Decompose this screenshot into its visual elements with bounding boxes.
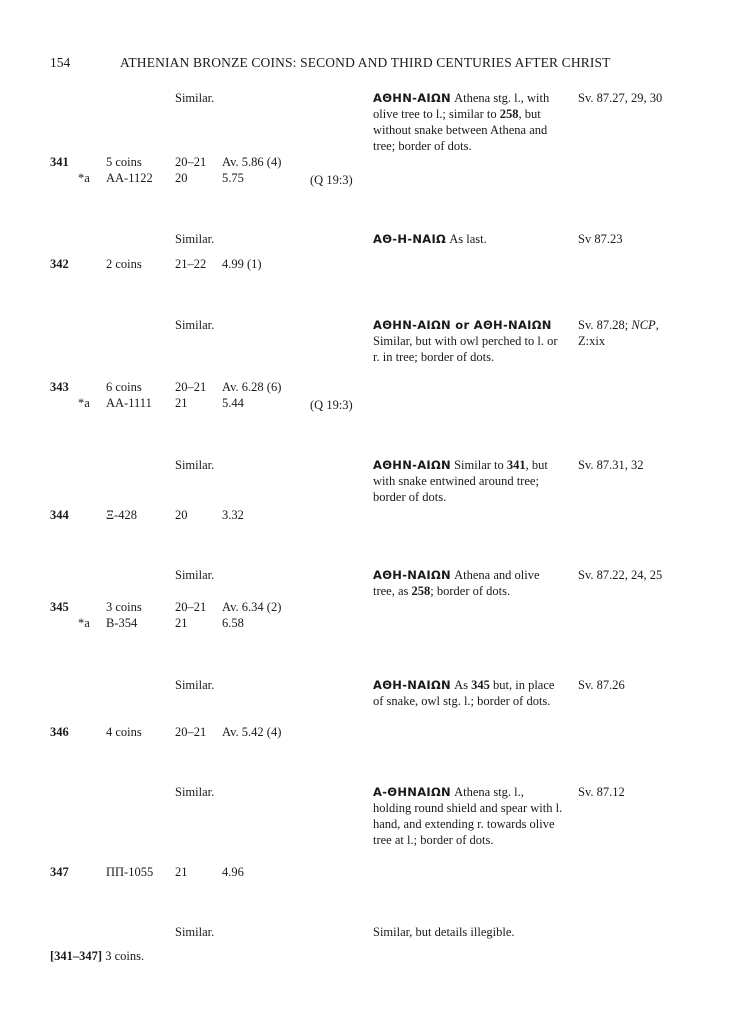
size-mm: 20 [175, 508, 188, 522]
running-title: ATHENIAN BRONZE COINS: SECOND AND THIRD CENTURIES AFTER CHRIST [120, 55, 611, 70]
size-mm: 20–21 [175, 725, 207, 739]
catalog-number: 341 [50, 155, 69, 169]
greek-legend: ΑΘΗΝ-ΑΙΩΝ or ΑΘΗ-ΝΑΙΩΝ [373, 318, 552, 332]
greek-legend: ΑΘΗ-ΝΑΙΩΝ [373, 678, 451, 692]
obverse-similar: Similar. [175, 458, 215, 472]
weight: 4.99 (1) [222, 257, 262, 271]
size-mm: 21–22 [175, 257, 207, 271]
summary-line: [341–347] 3 coins. [50, 949, 145, 963]
svoronos-ref: Sv 87.23 [578, 232, 623, 246]
specimen-weight: 5.44 [222, 396, 244, 410]
weight: 3.32 [222, 508, 244, 522]
specimen-size: 21 [175, 616, 188, 630]
catalog-number: 347 [50, 865, 69, 879]
reverse-description: ΑΘΗΝ-ΑΙΩΝ or ΑΘΗ-ΝΑΙΩΝ Similar, but with owl perched to l. or r. in tree; border of dots. [373, 318, 558, 364]
inventory-id: ΠΠ-1055 [106, 865, 154, 879]
greek-legend: ΑΘΗΝ-ΑΙΩΝ [373, 458, 451, 472]
illustrated-marker: *a [78, 616, 90, 630]
size-mm: 20–21 [175, 155, 207, 169]
reverse-description: Similar, but details illegible. [373, 925, 515, 939]
inventory-id: B-354 [106, 616, 138, 630]
reverse-description: ΑΘΗΝ-ΑΙΩΝ Similar to 341, but with snake entwined around tree; border of dots. [373, 458, 548, 504]
specimen-weight: 6.58 [222, 616, 244, 630]
catalog-number: 344 [50, 508, 69, 522]
specimen-weight: 5.75 [222, 171, 244, 185]
greek-legend: Α-ΘΗΝΑΙΩΝ [373, 785, 451, 799]
obverse-similar: Similar. [175, 785, 215, 799]
catalog-number: 342 [50, 257, 69, 271]
coin-count: 2 coins [106, 257, 142, 271]
svoronos-ref: Sv. 87.31, 32 [578, 458, 644, 472]
svoronos-ref: Sv. 87.28; NCP, Z:xix [578, 318, 659, 348]
weight: 4.96 [222, 865, 244, 879]
obverse-similar: Similar. [175, 568, 215, 582]
reverse-description: ΑΘΗ-ΝΑΙΩΝ As 345 but, in place of snake, owl stg. l.; border of dots. [373, 678, 555, 708]
reverse-description: ΑΘ-Η-ΝΑΙΩ As last. [373, 232, 487, 246]
svoronos-ref: Sv. 87.22, 24, 25 [578, 568, 663, 582]
reverse-description: ΑΘΗΝ-ΑΙΩΝ Athena stg. l., with olive tree to l.; similar to 258, but without snake between Athena and tree; border of dots. [373, 91, 550, 153]
coin-count: 5 coins [106, 155, 142, 169]
obverse-similar: Similar. [175, 91, 215, 105]
size-mm: 21 [175, 865, 188, 879]
illustrated-marker: *a [78, 171, 90, 185]
page-number: 154 [50, 55, 71, 70]
catalog-number: 345 [50, 600, 69, 614]
obverse-similar: Similar. [175, 925, 215, 939]
coin-count: 6 coins [106, 380, 142, 394]
specimen-size: 20 [175, 171, 188, 185]
cross-ref: 345 [471, 678, 490, 692]
context-ref: (Q 19:3) [310, 173, 353, 187]
weight: Av. 6.28 (6) [222, 380, 282, 394]
weight: Av. 5.42 (4) [222, 725, 282, 739]
greek-legend: ΑΘΗ-ΝΑΙΩΝ [373, 568, 451, 582]
obverse-similar: Similar. [175, 318, 215, 332]
context-ref: (Q 19:3) [310, 398, 353, 412]
inventory-id: Ξ-428 [106, 508, 137, 522]
catalog-number: 343 [50, 380, 69, 394]
coin-count: 4 coins [106, 725, 142, 739]
svoronos-ref: Sv. 87.26 [578, 678, 625, 692]
cross-ref: 341 [506, 458, 526, 472]
greek-legend: ΑΘ-Η-ΝΑΙΩ [373, 232, 447, 246]
obverse-similar: Similar. [175, 678, 215, 692]
weight: Av. 6.34 (2) [222, 600, 282, 614]
specimen-size: 21 [175, 396, 188, 410]
size-mm: 20–21 [175, 380, 207, 394]
inventory-id: AA-1111 [106, 396, 152, 410]
svoronos-ref: Sv. 87.12 [578, 785, 625, 799]
catalog-number: 346 [50, 725, 69, 739]
greek-legend: ΑΘΗΝ-ΑΙΩΝ [373, 91, 451, 105]
cross-ref: 258 [499, 107, 519, 121]
catalog-range: [341–347] [50, 949, 103, 963]
cross-ref: 258 [411, 584, 431, 598]
reverse-description: ΑΘΗ-ΝΑΙΩΝ Athena and olive tree, as 258; border of dots. [373, 568, 540, 598]
weight: Av. 5.86 (4) [222, 155, 282, 169]
illustrated-marker: *a [78, 396, 90, 410]
size-mm: 20–21 [175, 600, 207, 614]
reverse-description: Α-ΘΗΝΑΙΩΝ Athena stg. l., holding round shield and spear with l. hand, and extending r. towards olive tree at l.; border of dots. [373, 785, 563, 847]
svoronos-ref: Sv. 87.27, 29, 30 [578, 91, 663, 105]
obverse-similar: Similar. [175, 232, 215, 246]
coin-count: 3 coins [106, 600, 142, 614]
inventory-id: AA-1122 [106, 171, 153, 185]
